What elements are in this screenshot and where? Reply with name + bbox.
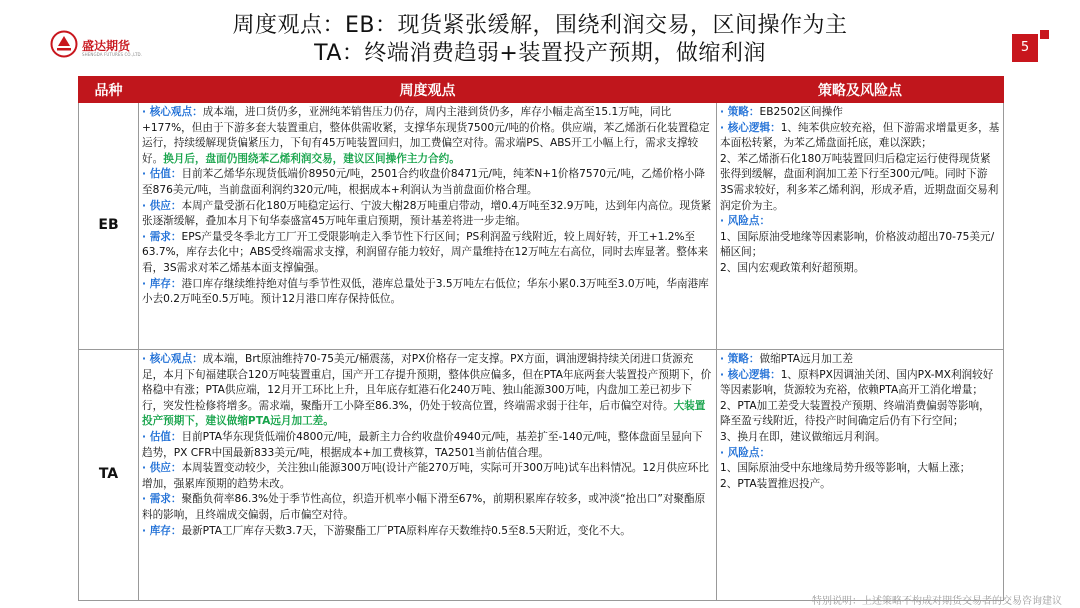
table-row-eb: [79, 103, 1004, 350]
item-text: 目前PTA华东现货低端价4800元/吨，最新主力合约收盘价4940元/吨，基差扩至-140元/吨，整体盘面呈显向下趋势，PX CFR中国最新833美元/吨，根据成本+加工费核算，TA2501当前估值合理。: [142, 430, 703, 459]
strategy-item: [720, 261, 1000, 277]
view-item: [142, 430, 713, 461]
view-cell: [139, 350, 717, 601]
item-text: 2、PTA加工差受大装置投产预期、终端消费偏弱等影响，降至盈亏线附近，待投产时间确定后仍有下行空间；: [720, 399, 990, 428]
item-text: 本周装置变动较少，关注独山能源300万吨(设计产能270万吨，实际可开300万吨)试车出料情况。12月供应环比增加，强累库预期的趋势未改。: [142, 462, 709, 490]
item-label: · 估值：: [142, 430, 182, 443]
strategy-item: [720, 430, 1000, 446]
page-number: 5: [1012, 34, 1038, 62]
view-item: [142, 230, 713, 277]
view-item: [142, 352, 713, 430]
strategy-cell: [717, 103, 1004, 350]
item-text: 做缩PTA远月加工差: [759, 353, 853, 365]
item-text: 本周产量受浙石化180万吨稳定运行、宁波大榭28万吨重启带动，增0.4万吨至32.9万吨，达到年内高位。现货紧张逐渐缓解，叠加本月下旬华泰盛富45万吨年重启预期，预计基差将进一步走缩。: [142, 199, 712, 228]
item-text: 成本端，进口货仍多，亚洲纯苯销售压力仍存，周内主港到货仍多，库存小幅走高至15.1万吨，同比+177%，但由于下游多套大装置重启，整体供需收紧，支撑华东现货7500元/吨的价格。供应端，苯乙烯浙石化装置稳定运行，持续缓解现货偏紧压力，下旬有45万吨装置回归，加工费偏空对待。需求端PS、ABS开工小幅上行，需求支撑较好。: [142, 106, 710, 165]
view-cell: [139, 103, 717, 350]
view-item: [142, 461, 713, 492]
variety-cell: TA: [79, 350, 139, 601]
weekly-view-table: [78, 76, 1004, 601]
table-header-row: [79, 77, 1004, 103]
view-item: [142, 277, 713, 308]
item-text: 1、国际原油受中东地缘局势升级等影响，大幅上涨；: [720, 462, 971, 475]
item-label: · 风险点：: [720, 215, 771, 228]
header-weekly-view: 周度观点: [139, 77, 717, 103]
item-label: · 策略：: [720, 353, 760, 365]
item-label: · 核心逻辑：: [720, 121, 781, 134]
item-label: · 库存：: [142, 524, 182, 537]
strategy-item: [720, 152, 1000, 214]
logo-subtitle: SHENGDA FUTURES CO.,LTD.: [82, 52, 143, 57]
item-text: 1、原料PX因调油关闭、国内PX-MX利润较好等因素影响，货源较为充裕，依赖PTA高开工消化增量；: [720, 368, 994, 397]
item-text: EB2502区间操作: [759, 106, 843, 118]
view-item: [142, 199, 713, 230]
strategy-item: [720, 446, 1000, 462]
header-strategy: 策略及风险点: [717, 77, 1004, 103]
strategy-item: [720, 399, 1000, 430]
item-label: · 风险点：: [720, 446, 771, 459]
strategy-item: [720, 105, 1000, 121]
item-highlight: 大装置投产预期下，建议做缩PTA远月加工差。: [142, 399, 706, 428]
item-text: 2、国内宏观政策利好超预期。: [720, 261, 865, 274]
item-highlight: 换月后，盘面仍围绕苯乙烯利润交易，建议区间操作主力合约。: [163, 152, 460, 165]
item-label: · 供应：: [142, 462, 182, 475]
strategy-item: [720, 214, 1000, 230]
item-label: · 库存：: [142, 277, 182, 290]
item-text: 3、换月在即，建议做缩远月利润。: [720, 430, 886, 443]
strategy-cell: [717, 350, 1004, 601]
item-text: 最新PTA工厂库存天数3.7天，下游聚酯工厂PTA原料库存天数维持0.5至8.5天附近，变化不大。: [181, 524, 631, 537]
item-label: · 估值：: [142, 168, 182, 181]
item-text: EPS产量受冬季北方工厂开工受限影响走入季节性下行区间；PS利润盈亏线附近，较上周好转，开工+1.2%至63.7%，库存去化中；ABS受终端需求支撑，利润留存能力较好，周产量维持在12万吨左右高位，同时去库显著。整体来看，3S需求对苯乙烯基本面支撑偏强。: [142, 230, 709, 274]
item-text: 聚酯负荷率86.3%处于季节性高位，织造开机率小幅下滑至67%，前期积累库存较多，或冲淡“抢出口”对聚酯原料的影响，且终端成交偏弱，后市偏空对待。: [142, 493, 706, 521]
item-label: · 需求：: [142, 493, 182, 506]
view-item: [142, 105, 713, 167]
item-label: · 核心观点：: [142, 106, 203, 118]
view-item: [142, 524, 713, 540]
variety-cell: EB: [79, 103, 139, 350]
item-label: · 需求：: [142, 230, 182, 243]
strategy-item: [720, 477, 1000, 493]
table-row-ta: [79, 350, 1004, 601]
page-title-line1: 周度观点：EB：现货紧张缓解，围绕利润交易，区间操作为主: [232, 13, 848, 38]
item-text: 1、国际原油受地缘等因素影响，价格波动超出70-75美元/桶区间；: [720, 230, 995, 259]
item-text: 2、PTA装置推迟投产。: [720, 477, 831, 490]
header-variety: 品种: [79, 77, 139, 103]
item-text: 港口库存继续维持绝对值与季节性双低，港库总量处于3.5万吨左右低位；华东小累0.3万吨至3.0万吨，华南港库小去0.2万吨至0.5万吨。预计12月港口库存保持低位。: [142, 277, 709, 306]
strategy-item: [720, 368, 1000, 399]
logo-name: 盛达期货: [82, 39, 131, 53]
item-text: 成本端，Brt原油维持70-75美元/桶震荡，对PX价格存一定支撑。PX方面，调油逻辑持续关闭进口货源充足，本月下旬福建联合120万吨装置重启，国产开工存提升预期，整体供应偏多，但在PTA年底两套大装置投产预期下，价格稳中有涨；PTA供应端，12月开工环比上升，且年底存虹港石化240万吨、独山能源300万吨，内盘加工差已初步下行，突发性检修将增多。需求端，聚酯开工小降至86.3%，仍处于较高位置，终端需求弱于往年，后市偏空对待。: [142, 353, 712, 412]
view-item: [142, 492, 713, 523]
page-corner-mark: [1040, 30, 1049, 39]
item-label: · 策略：: [720, 106, 760, 118]
item-label: · 供应：: [142, 199, 182, 212]
strategy-item: [720, 230, 1000, 261]
strategy-item: [720, 461, 1000, 477]
view-item: [142, 167, 713, 198]
item-text: 1、纯苯供应较充裕，但下游需求增量更多，基本面松转紧，为苯乙烯盘面托底，难以深跌；: [720, 121, 1000, 150]
item-label: · 核心逻辑：: [720, 368, 781, 381]
strategy-item: [720, 352, 1000, 368]
strategy-item: [720, 121, 1000, 152]
page-title-line2: TA：终端消费趋弱+装置投产预期，做缩利润: [314, 41, 766, 66]
item-text: 目前苯乙烯华东现货低端价8950元/吨，2501合约收盘价8471元/吨，纯苯N+1价格7570元/吨，乙烯价格小降至876美元/吨，当前盘面利润约320元/吨，根据成本+利润认为当前盘面价格合理。: [142, 168, 705, 196]
item-label: · 核心观点：: [142, 353, 203, 365]
item-text: 2、苯乙烯浙石化180万吨装置回归后稳定运行使得现货紧张得到缓解，盘面利润加工差下行至300元/吨。同时下游3S需求较好，利多苯乙烯利润，形成矛盾，近期盘面交易利润定价为主。: [720, 152, 999, 212]
footer-disclaimer: 特别说明：上述策略不构成对期货交易者的交易咨询建议: [812, 596, 1062, 607]
